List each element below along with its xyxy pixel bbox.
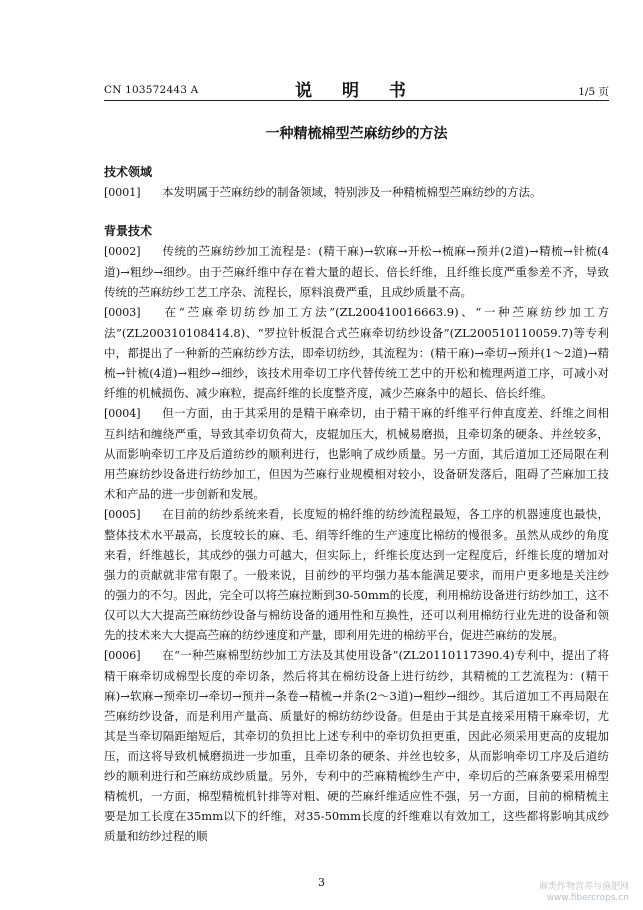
paragraph-text: 传统的苎麻纺纱加工流程是：(精干麻)→软麻→开松→梳麻→预并(2道)→精梳→针梳(4道)→粗纱→细纱。由于苎麻纤维中存在着大量的超长、倍长纤维，且纤维长度严重参差不齐，导致传统的苎麻纺纱工艺工序杂、流程长，原料浪费严重，且成纱质量不高。 (104, 244, 609, 299)
page-header (104, 72, 609, 102)
paragraph-number: [0002] (104, 245, 141, 258)
paragraph-number: [0005] (104, 508, 141, 521)
paragraph-0001 (104, 182, 609, 203)
page-indicator: 1/5 页 (578, 86, 609, 98)
watermark-url: www.fibercrops.cn (546, 893, 629, 903)
paragraph-text: 本发明属于苎麻纺纱的制备领域，特别涉及一种精梳棉型苎麻纺纱的方法。 (162, 185, 542, 199)
section-heading-background: 背景技术 (104, 224, 153, 238)
paragraph-text: 但一方面，由于其采用的是精干麻牵切，由于精干麻的纤维平行伸直度差、纤维之间相互纠结和缠绕严重，导致其牵切负荷大，皮辊加压大，机械易磨损，且牵切条的硬条、并丝较多，从而影响牵切工序及后道纺纱的顺利进行，也影响了成纱质量。另一方面，其后道加工还局限在利用苎麻纺纱设备进行纺纱加工，但因为苎麻行业规模相对较小，设备研发落后，阻碍了苎麻加工技术和产品的进一步创新和发展。 (104, 406, 609, 501)
paragraph-0006 (104, 645, 609, 846)
paragraph-number: [0003] (104, 306, 141, 319)
watermark-site-name: 麻类作物营养与施肥网 (538, 882, 629, 892)
document-title: 一种精梳棉型苎麻纺纱的方法 (265, 126, 448, 142)
paragraph-text: 在目前的纺纱系统来看，长度短的棉纤维的纺纱流程最短，各工序的机器速度也最快，整体技术水平最高，长度较长的麻、毛、绢等纤维的生产速度比棉纺的慢很多。虽然从成纱的角度来看，纤维越长，其成纱的强力可越大，但实际上，纤维长度达到一定程度后，纤维长度的增加对强力的贡献就非常有限了。一般来说，目前纱的平均强力基本能满足要求，而用户更多地是关注纱的强力的不匀。因此，完全可以将苎麻拉断到30-50mm的长度，利用棉纺设备进行纺纱加工，这不仅可以大大提高苎麻纺纱设备与棉纺设备的通用性和互换性，还可以利用棉纺行业先进的设备和领先的技术来大大提高苎麻的纺纱速度和产量，即利用先进的棉纺平台，促进苎麻纺的发展。 (104, 507, 609, 642)
paragraph-number: [0004] (104, 407, 141, 420)
paragraph-number: [0006] (104, 649, 141, 662)
paragraph-text: 在“苎麻牵切纺纱加工方法”(ZL200410016663.9)、“一种苎麻纺纱加工方法”(ZL200310108414.8)、“罗拉针板混合式苎麻牵切纺纱设备”(ZL200510110059.7)等专利中，都提出了一种新的苎麻纺纱方法，即牵切纺纱，其流程为：(精干麻)→牵切→预并(1～2道)→精梳→针梳(4道)→粗纱→细纱，该技术用牵切工序代替传统工艺中的开松和梳理两道工序，可减小对纤维的机械损伤、减少麻粒，提高纤维的长度整齐度，减少苎麻条中的超长、倍长纤维。 (104, 305, 609, 400)
section-title: 说 明 书 (295, 81, 418, 101)
paragraph-0002 (104, 241, 609, 302)
document-body (104, 160, 609, 846)
paragraph-0003 (104, 302, 609, 403)
page-number: 3 (318, 876, 325, 889)
paragraph-0005 (104, 504, 609, 645)
paragraph-number: [0001] (104, 186, 141, 199)
paragraph-text: 在“一种苎麻棉型纺纱加工方法及其使用设备”(ZL20110117390.4)专利中，提出了将精干麻牵切成棉型长度的牵切条，然后将其在棉纺设备上进行纺纱，其精梳的工艺流程为：(精干麻)→软麻→预牵切→牵切→预并→条卷→精梳→并条(2～3道)→粗纱→细纱。其后道加工不再局限在苎麻纺纱设备，而是利用产量高、质量好的棉纺纺纱设备。但是由于其是直接采用精干麻牵切，尤其是当牵切隔距缩短后，其牵切的负担比上述专利中的牵切负担更重，因此必须采用更高的皮辊加压，而这将导致机械磨损进一步加重，且牵切条的硬条、并丝也较多，从而影响牵切工序及后道纺纱的顺利进行和苎麻纺成纱质量。另外，专利中的苎麻精梳纱生产中，牵切后的苎麻条要采用棉型精梳机，一方面，棉型精梳机针排等对粗、硬的苎麻纤维适应性不强，另一方面，目前的棉精梳主要是加工长度在35mm以下的纤维，对35-50mm长度的纤维难以有效加工，这些都将影响其成纱质量和纺纱过程的顺 (104, 648, 609, 843)
publication-number: CN 103572443 A (104, 84, 199, 96)
paragraph-0004 (104, 403, 609, 504)
section-heading-technical-field: 技术领域 (104, 165, 153, 179)
header-rule (104, 100, 609, 101)
watermark (539, 882, 629, 904)
